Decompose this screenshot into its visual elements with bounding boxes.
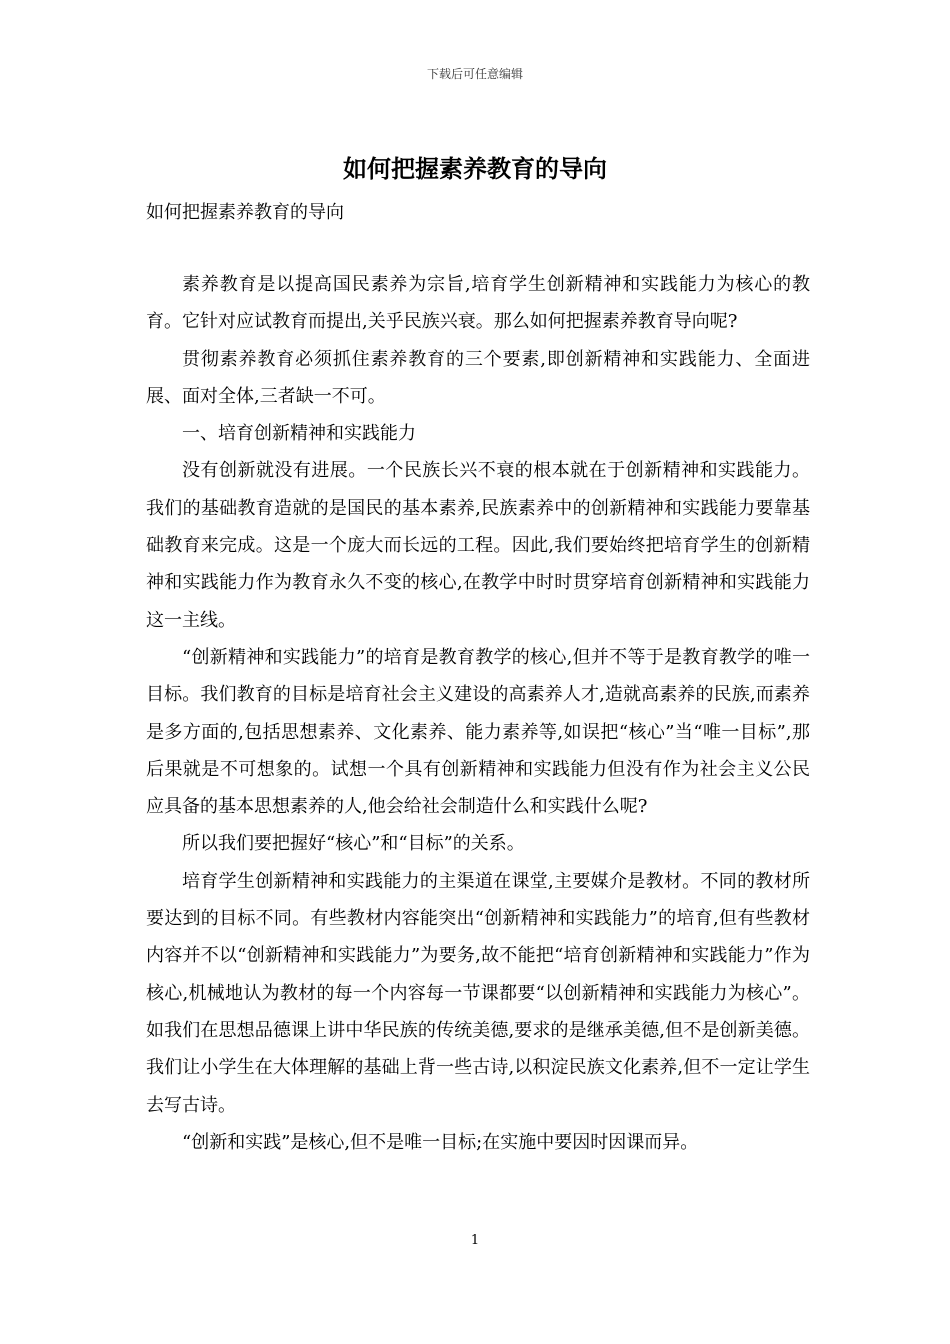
page-header: 下载后可任意编辑 [426, 67, 523, 81]
paragraph: 培育学生创新精神和实践能力的主渠道在课堂,主要媒介是教材。不同的教材所要达到的目标不同。有些教材内容能突出“创新精神和实践能力”的培育,但有些教材内容并不以“创新精神和实践能力”为要务,故不能把“培育创新精神和实践能力”作为核心,机械地认为教材的每一个内容每一节课都要“以创新精神和实践能力为核心”。如我们在思想品德课上讲中华民族的传统美德,要求的是继承美德,但不是创新美德。我们让小学生在大体理解的基础上背一些古诗,以积淀民族文化素养,但不一定让学生去写古诗。 [146, 870, 810, 1116]
paragraph: 所以我们要把握好“核心”和“目标”的关系。 [182, 833, 525, 855]
paragraph: “创新精神和实践能力”的培育是教育教学的核心,但并不等于是教育教学的唯一目标。我们教育的目标是培育社会主义建设的高素养人才,造就高素养的民族,而素养是多方面的,包括思想素养、文化素养、能力素养等,如误把“核心”当“唯一目标”,那后果就是不可想象的。试想一个具有创新精神和实践能力但没有作为社会主义公民应具备的基本思想素养的人,他会给社会制造什么和实践什么呢? [146, 646, 810, 818]
page-number: 1 [470, 1233, 480, 1248]
document-subtitle: 如何把握素养教育的导向 [146, 202, 344, 223]
paragraph: “创新和实践”是核心,但不是唯一目标;在实施中要因时因课而异。 [182, 1131, 699, 1153]
paragraph: 贯彻素养教育必须抓住素养教育的三个要素,即创新精神和实践能力、全面进展、面对全体,三者缺一不可。 [146, 348, 810, 407]
document-title: 如何把握素养教育的导向 [343, 154, 607, 183]
document-body [146, 266, 810, 1161]
section-heading: 一、培育创新精神和实践能力 [182, 423, 416, 445]
paragraph: 素养教育是以提高国民素养为宗旨,培育学生创新精神和实践能力为核心的教育。它针对应试教育而提出,关乎民族兴衰。那么如何把握素养教育导向呢? [146, 274, 810, 333]
paragraph: 没有创新就没有进展。一个民族长兴不衰的根本就在于创新精神和实践能力。我们的基础教育造就的是国民的基本素养,民族素养中的创新精神和实践能力要靠基础教育来完成。这是一个庞大而长远的工程。因此,我们要始终把培育学生的创新精神和实践能力作为教育永久不变的核心,在教学中时时贯穿培育创新精神和实践能力这一主线。 [146, 460, 810, 631]
